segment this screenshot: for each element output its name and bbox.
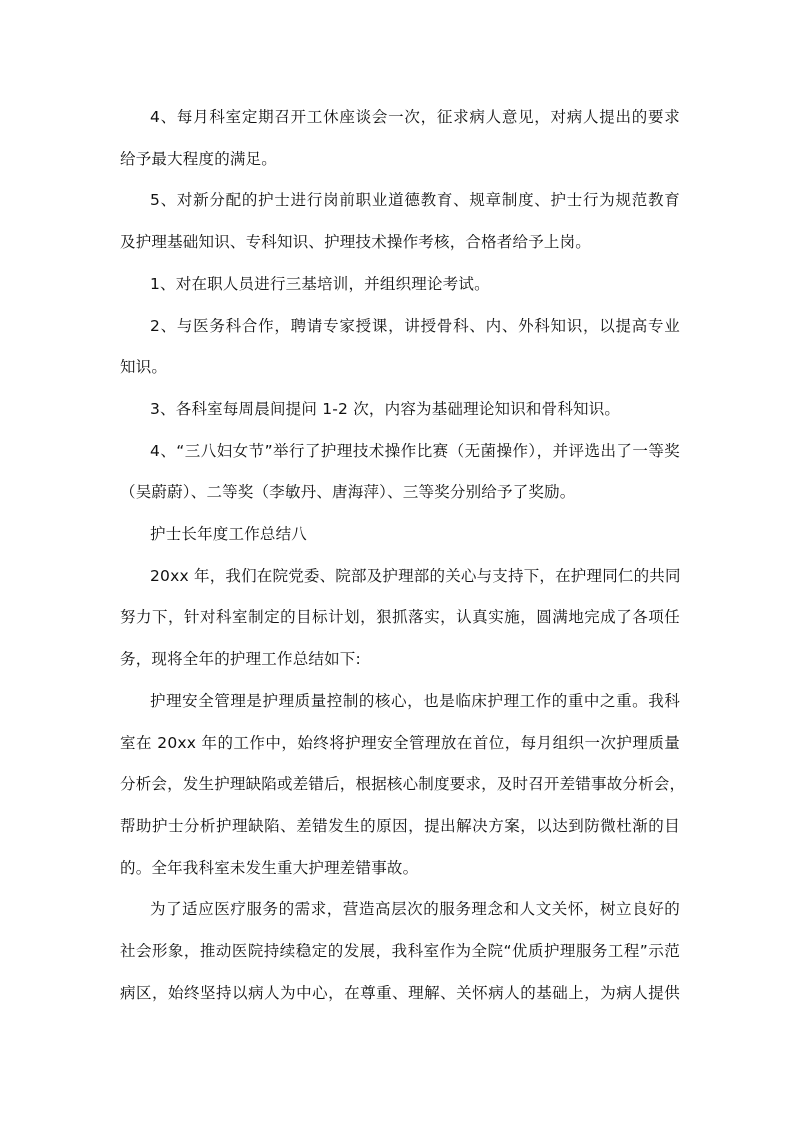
paragraph-line: 的。全年我科室未发生重大护理差错事故。 [120, 859, 419, 877]
paragraph-line: 3、各科室每周晨间提问 1-2 次，内容为基础理论知识和骨科知识。 [150, 400, 621, 418]
paragraph-line: 病区，始终坚持以病人为中心，在尊重、理解、关怀病人的基础上，为病人提供 [120, 984, 680, 1002]
paragraph-line: 室在 20xx 年的工作中，始终将护理安全管理放在首位，每月组织一次护理质量 [120, 734, 680, 752]
paragraph-line: 为了适应医疗服务的需求，营造高层次的服务理念和人文关怀，树立良好的 [150, 900, 680, 918]
paragraph-line: 1、对在职人员进行三基培训，并组织理论考试。 [150, 275, 490, 293]
paragraph-line: 给予最大程度的满足。 [120, 150, 278, 168]
paragraph-line: 知识。 [120, 358, 168, 376]
paragraph-line: 护理安全管理是护理质量控制的核心，也是临床护理工作的重中之重。我科 [150, 692, 680, 710]
paragraph-line: 20xx 年，我们在院党委、院部及护理部的关心与支持下，在护理同仁的共同 [150, 567, 681, 585]
paragraph-line: （吴蔚蔚）、二等奖（李敏丹、唐海萍）、三等奖分别给予了奖励。 [120, 483, 576, 501]
paragraph-line: 4、“三八妇女节”举行了护理技术操作比赛（无菌操作），并评选出了一等奖 [150, 442, 680, 460]
paragraph-line: 务，现将全年的护理工作总结如下: [120, 650, 361, 668]
paragraph-line: 社会形象，推动医院持续稳定的发展，我科室作为全院“优质护理服务工程”示范 [120, 942, 680, 960]
paragraph-line: 5、对新分配的护士进行岗前职业道德教育、规章制度、护士行为规范教育 [150, 191, 680, 209]
paragraph-line: 2、与医务科合作，聘请专家授课，讲授骨科、内、外科知识，以提高专业 [150, 317, 680, 335]
paragraph-line: 努力下，针对科室制定的目标计划，狠抓落实，认真实施，圆满地完成了各项任 [120, 608, 680, 626]
paragraph-line: 帮助护士分析护理缺陷、差错发生的原因，提出解决方案，以达到防微杜渐的目 [120, 817, 680, 835]
section-title: 护士长年度工作总结八 [150, 525, 308, 543]
paragraph-line: 及护理基础知识、专科知识、护理技术操作考核，合格者给予上岗。 [120, 233, 592, 251]
paragraph-line: 分析会，发生护理缺陷或差错后，根据核心制度要求，及时召开差错事故分析会， [120, 775, 686, 793]
paragraph-line: 4、每月科室定期召开工休座谈会一次，征求病人意见，对病人提出的要求 [150, 108, 680, 126]
